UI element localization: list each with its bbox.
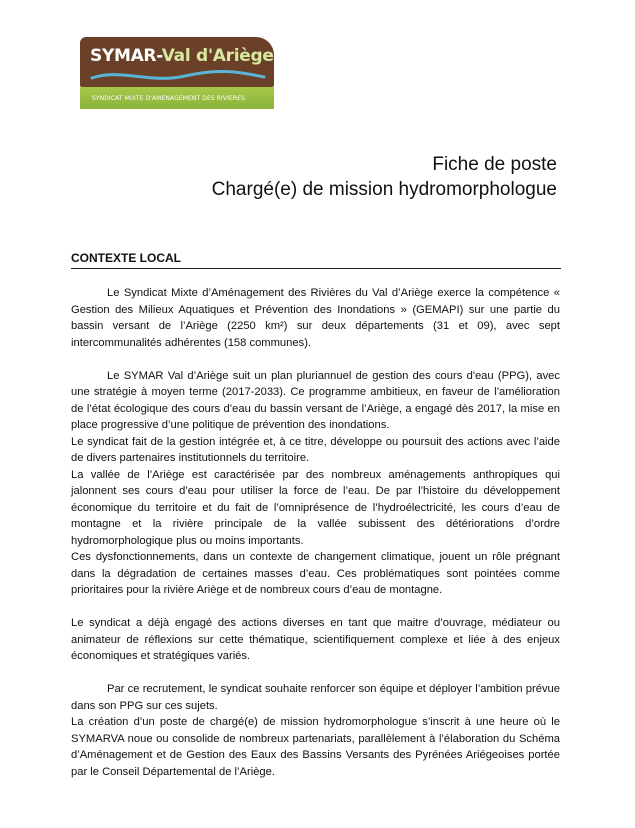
paragraph-2: Le SYMAR Val d’Ariège suit un plan pluriannuel de gestion des cours d'eau (PPG), avec une stratégie à moyen terme (2017-2033). Ce programme ambitieux, en faveur de l’amélioration de l’état écologique des cours d’eau du bassin versant de l’Ariège, a engagé dès 2017, la mise en place progressive d’une politique de prévention des inondations. (71, 369, 560, 431)
paragraph-5: Ces dysfonctionnements, dans un contexte de changement climatique, jouent un rôle prégnant dans la dégradation de certaines masses d’eau. Ces problématiques sont pointées comme prioritaires pour la rivière Ariège et de nombreux cours d’eau de montagne. (71, 551, 560, 596)
title-line-1: Fiche de poste (432, 154, 557, 175)
wave-icon (90, 70, 266, 84)
section-body (71, 285, 560, 780)
paragraph-3: Le syndicat fait de la gestion intégrée et, à ce titre, développe ou poursuit des actions avec l’aide de divers partenaires institutionnels du territoire. (71, 435, 560, 464)
logo-name-part2: Val d'Ariège (161, 46, 274, 66)
section-heading: CONTEXTE LOCAL (71, 251, 561, 269)
paragraph-6: Le syndicat a déjà engagé des actions diverses en tant que maitre d’ouvrage, médiateur ou animateur de réflexions sur cette thématique, scientifiquement complexe et liée à des enjeux économiques et stratégiques variés. (71, 617, 560, 662)
paragraph-4: La vallée de l’Ariège est caractérisée par des nombreux aménagements anthropiques qui jalonnent ses cours d’eau pour utiliser la force de l’eau. De par l’histoire du développement économique du territoire et du fait de l’omniprésence de l’hydroélectricité, les cours d’eau de montagne et la rivière principale de la vallée subissent des détériorations d’ordre hydromorphologique plus ou moins importants. (71, 468, 560, 547)
paragraph-1: Le Syndicat Mixte d’Aménagement des Rivières du Val d’Ariège exerce la compétence « Gestion des Milieux Aquatiques et Prévention des Inondations » (GEMAPI) sur une partie du bassin versant de l’Ariège (2250 km²) sur deux départements (31 et 09), avec sept intercommunalités adhérentes (158 communes). (71, 287, 560, 349)
symar-logo (80, 37, 274, 109)
logo-tagline: SYNDICAT MIXTE D'AMENAGEMENT DES RIVIERES (92, 95, 245, 102)
logo-name-part1: SYMAR- (90, 46, 162, 66)
paragraph-8: La création d’un poste de chargé(e) de mission hydromorphologue s’inscrit à une heure où le SYMARVA noue ou consolide de nombreux partenariats, parallèlement à l’élaboration du Schéma d’Aménagement et de Gestion des Eaux des Bassins Versants des Pyrénées Ariégeoises portée par le Conseil Départemental de l’Ariège. (71, 716, 560, 778)
paragraph-7: Par ce recrutement, le syndicat souhaite renforcer son équipe et déployer l’ambition prévue dans son PPG sur ces sujets. (71, 683, 560, 712)
page-title (212, 152, 557, 202)
title-line-2: Chargé(e) de mission hydromorphologue (211, 179, 557, 200)
logo-name (90, 46, 274, 66)
